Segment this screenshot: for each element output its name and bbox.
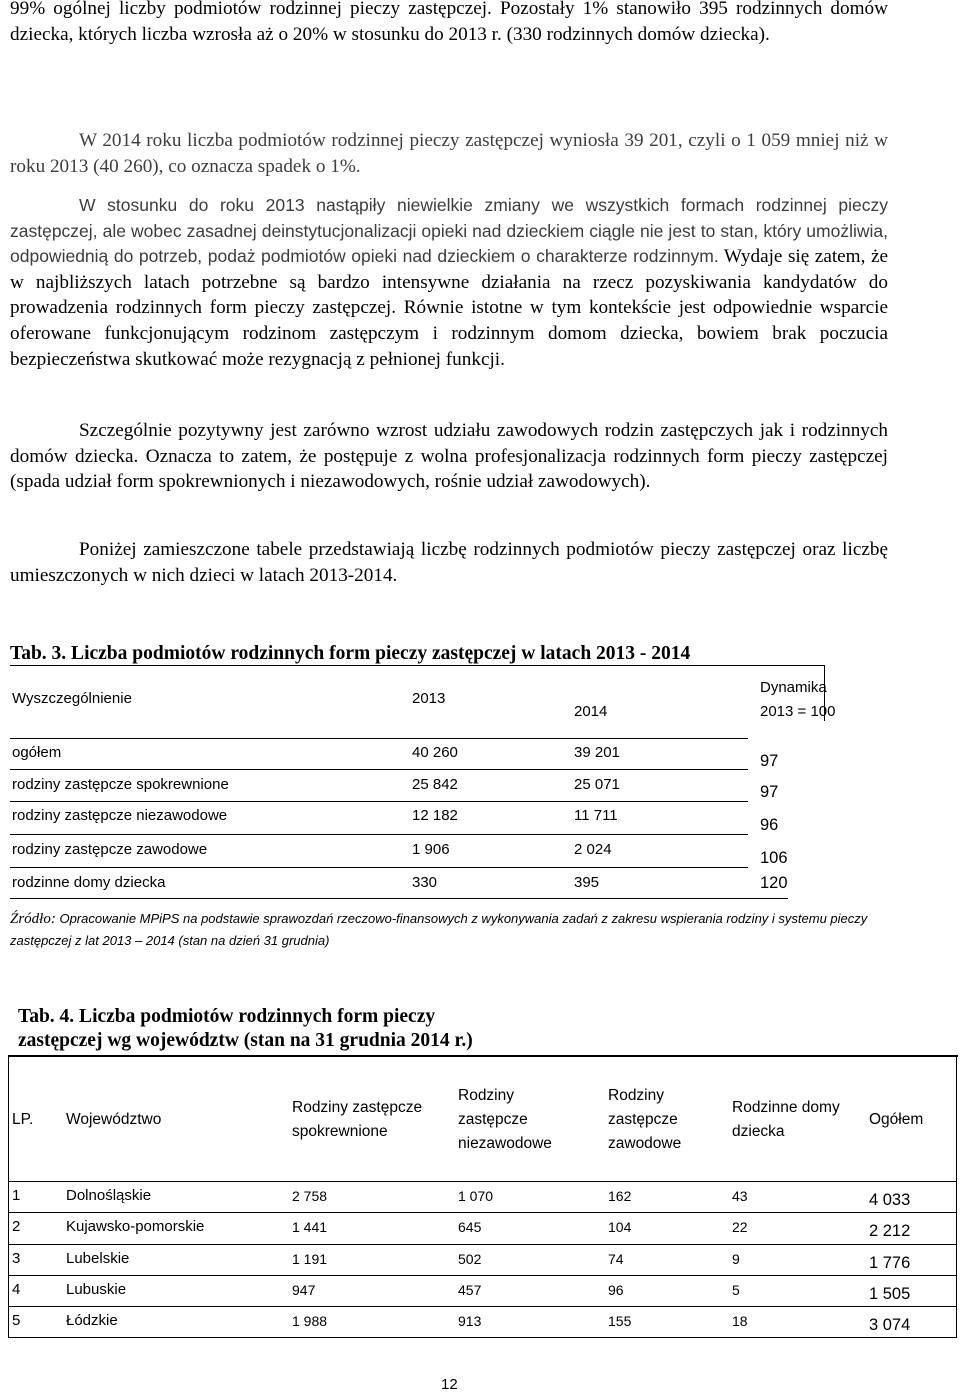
table3-header-dynamics: Dynamika: [760, 679, 827, 696]
table4-cell-lp: 5: [12, 1312, 21, 1329]
table4-cell-kinship: 1 191: [292, 1251, 328, 1267]
table3-cell-2014: 25 071: [574, 776, 620, 793]
table4-header-nonprofessional-line1: Rodziny: [458, 1087, 514, 1104]
table3-cell-label: rodziny zastępcze niezawodowe: [12, 807, 228, 824]
table3-cell-2013: 25 842: [412, 776, 458, 793]
table3-cell-2014: 395: [574, 874, 600, 891]
table4-header-lp: LP.: [12, 1111, 34, 1128]
table4-cell-kinship: 947: [292, 1282, 316, 1298]
table3-source-label: Źródło:: [10, 911, 56, 927]
table4-cell-professional: 162: [608, 1188, 632, 1204]
table4-header-total: Ogółem: [869, 1111, 924, 1128]
table4-cell-total: 1 776: [869, 1254, 911, 1272]
page-number: 12: [441, 1376, 458, 1393]
paragraph-changes-part1: W stosunku do roku 2013 nastąpiły niewielkie zmiany we wszystkich formach rodzinnej pieczy zastępczej, ale wobec zasadnej deinstytucjonalizacji opieki nad dzieckiem ciągle nie jest to stan, który umożliwia, odpowiednią do potrzeb, podaż podmiotów opieki nad dzieckiem o charakterze rodzinnym.: [10, 195, 888, 267]
table3-cell-dynamics: 97: [760, 783, 779, 801]
table4-header-professional-line2: zastępcze: [608, 1111, 678, 1128]
table4-header-nonprofessional-line2: zastępcze: [458, 1111, 528, 1128]
table4-top-border: [8, 1055, 958, 1057]
table3-cell-2013: 1 906: [412, 841, 450, 858]
table4-cell-nonprofessional: 645: [458, 1219, 482, 1235]
table4-cell-lp: 3: [12, 1250, 21, 1267]
table3-header-label: Wyszczególnienie: [12, 690, 132, 707]
table4-cell-kinship: 1 441: [292, 1219, 328, 1235]
table4-cell-total: 2 212: [869, 1222, 911, 1240]
table4-cell-nonprofessional: 913: [458, 1313, 482, 1329]
paragraph-2014-count: W 2014 roku liczba podmiotów rodzinnej pieczy zastępczej wyniosła 39 201, czyli o 1 059 mniej niż w roku 2013 (40 260), co oznacza spadek o 1%.: [10, 130, 888, 177]
table4-header-nonprofessional-line3: niezawodowe: [458, 1135, 552, 1152]
table4-title-line1: Tab. 4. Liczba podmiotów rodzinnych form pieczy: [18, 1006, 436, 1027]
table4-cell-lp: 2: [12, 1218, 21, 1235]
paragraph-professionalization: Szczególnie pozytywny jest zarówno wzrost udziału zawodowych rodzin zastępczych jak i rodzinnych domów dziecka. Oznacza to zatem, że postępuje z wolna profesjonalizacja rodzinnych form pieczy zastępczej (spada udział form spokrewnionych i niezawodowych, rośnie udział zawodowych).: [10, 420, 888, 493]
table3-cell-label: rodziny zastępcze spokrewnione: [12, 776, 229, 793]
table4-bottom-border: [8, 1337, 957, 1338]
table3-cell-2014: 11 711: [574, 807, 618, 824]
table4-cell-kinship: 2 758: [292, 1188, 328, 1204]
table3-row-divider: [10, 801, 748, 802]
table3-cell-dynamics: 120: [760, 874, 788, 892]
table4-row-divider: [8, 1275, 956, 1276]
table3-row-divider: [10, 834, 748, 835]
table3-top-border: [10, 665, 824, 666]
table4-right-border: [956, 1057, 957, 1337]
paragraph-intro: 99% ogólnej liczby podmiotów rodzinnej pieczy zastępczej. Pozostały 1% stanowiło 395 rodzinnych domów dziecka, których liczba wzrosła aż o 20% w stosunku do 2013 r. (330 rodzinnych domów dziecka).: [10, 0, 888, 45]
table3-cell-label: rodzinne domy dziecka: [12, 874, 166, 891]
table4-cell-nonprofessional: 457: [458, 1282, 482, 1298]
table4-left-border: [8, 1057, 9, 1337]
table3-header-2013: 2013: [412, 690, 446, 707]
table4-row-divider: [8, 1212, 956, 1213]
table4-cell-voivodeship: Łódzkie: [66, 1312, 118, 1329]
table4-cell-kinship: 1 988: [292, 1313, 328, 1329]
table4-cell-professional: 96: [608, 1282, 624, 1298]
paragraph-changes-part2: Wydaje się zatem, że w najbliższych latach potrzebne są bardzo intensywne działania na rzecz pozyskiwania kandydatów do prowadzenia rodzinnych form pieczy zastępczej. Równie istotne w tym kontekście jest odpowiednie wsparcie oferowane funkcjonującym rodzinom zastępczym i rodzinnym domom dziecka, bowiem brak poczucia bezpieczeństwa skutkować może rezygnacją z pełnionej funkcji.: [10, 246, 888, 370]
paragraph-changes: [10, 193, 888, 372]
table4-cell-family-homes: 18: [732, 1313, 748, 1329]
table4-header-nonprofessional: [458, 1084, 552, 1156]
table3-header-dynamics-base: 2013 = 100: [760, 703, 836, 720]
table3-cell-2014: 2 024: [574, 841, 612, 858]
table4-header-family-homes-line2: dziecka: [732, 1123, 785, 1140]
table4-cell-nonprofessional: 1 070: [458, 1188, 494, 1204]
table4-cell-voivodeship: Kujawsko-pomorskie: [66, 1218, 205, 1235]
table3-header-2014: 2014: [574, 703, 608, 720]
table3-cell-2013: 330: [412, 874, 438, 891]
table3-cell-dynamics: 106: [760, 849, 788, 867]
table4-cell-lp: 1: [12, 1187, 21, 1204]
table4-header-kinship-line1: Rodziny zastępcze: [292, 1099, 423, 1116]
table4-header-family-homes-line1: Rodzinne domy: [732, 1099, 840, 1116]
table3-source-note: [10, 908, 900, 951]
table3-row-divider: [10, 769, 748, 770]
table4-title-line2: zastępczej wg województw (stan na 31 grudnia 2014 r.): [18, 1030, 473, 1051]
table4-header-kinship-line2: spokrewnione: [292, 1123, 388, 1140]
table4-cell-voivodeship: Dolnośląskie: [66, 1187, 152, 1204]
table4-cell-total: 4 033: [869, 1191, 911, 1209]
table4-row-divider: [8, 1306, 956, 1307]
table4-header-divider: [8, 1181, 956, 1182]
table3-cell-2014: 39 201: [574, 744, 620, 761]
table4-cell-family-homes: 9: [732, 1251, 740, 1267]
table3-cell-2013: 40 260: [412, 744, 458, 761]
table4-cell-voivodeship: Lubuskie: [66, 1281, 127, 1298]
table4-row-divider: [8, 1244, 956, 1245]
table4-cell-nonprofessional: 502: [458, 1251, 482, 1267]
table3-cell-dynamics: 97: [760, 752, 779, 770]
table3-header-divider: [10, 738, 748, 739]
table3-cell-label: ogółem: [12, 744, 62, 761]
table4-cell-professional: 155: [608, 1313, 632, 1329]
table3-title: Tab. 3. Liczba podmiotów rodzinnych form pieczy zastępczej w latach 2013 - 2014: [10, 643, 691, 664]
table4-cell-professional: 74: [608, 1251, 624, 1267]
table4-cell-professional: 104: [608, 1219, 632, 1235]
table4-header-professional-line1: Rodziny: [608, 1087, 664, 1104]
paragraph-tables-intro: Poniżej zamieszczone tabele przedstawiają liczbę rodzinnych podmiotów pieczy zastępczej oraz liczbę umieszczonych w nich dzieci w latach 2013-2014.: [10, 539, 888, 586]
table4-cell-voivodeship: Lubelskie: [66, 1250, 130, 1267]
table4-header-professional: [608, 1084, 681, 1156]
table4-cell-family-homes: 5: [732, 1282, 740, 1298]
table3-cell-2013: 12 182: [412, 807, 458, 824]
table4-cell-family-homes: 43: [732, 1188, 748, 1204]
table3-cell-label: rodziny zastępcze zawodowe: [12, 841, 208, 858]
table4-cell-total: 3 074: [869, 1316, 911, 1334]
table4-cell-total: 1 505: [869, 1285, 911, 1303]
table4-cell-lp: 4: [12, 1281, 21, 1298]
table4-cell-family-homes: 22: [732, 1219, 748, 1235]
table3-cell-dynamics: 96: [760, 816, 779, 834]
table4-header-voivodeship: Województwo: [66, 1111, 162, 1128]
table4-title: [18, 1005, 598, 1053]
table3-source-text: Opracowanie MPiPS na podstawie sprawozdań rzeczowo-finansowych z wykonywania zadań z zakresu wspierania rodziny i systemu pieczy zastępczej z lat 2013 – 2014 (stan na dzień 31 grudnia): [10, 911, 868, 948]
table3-row-divider: [10, 867, 748, 868]
table4-header-family-homes: [732, 1096, 840, 1144]
table4-header-kinship: [292, 1096, 422, 1144]
table4-header-professional-line3: zawodowe: [608, 1135, 682, 1152]
table3-bottom-border: [10, 898, 788, 899]
